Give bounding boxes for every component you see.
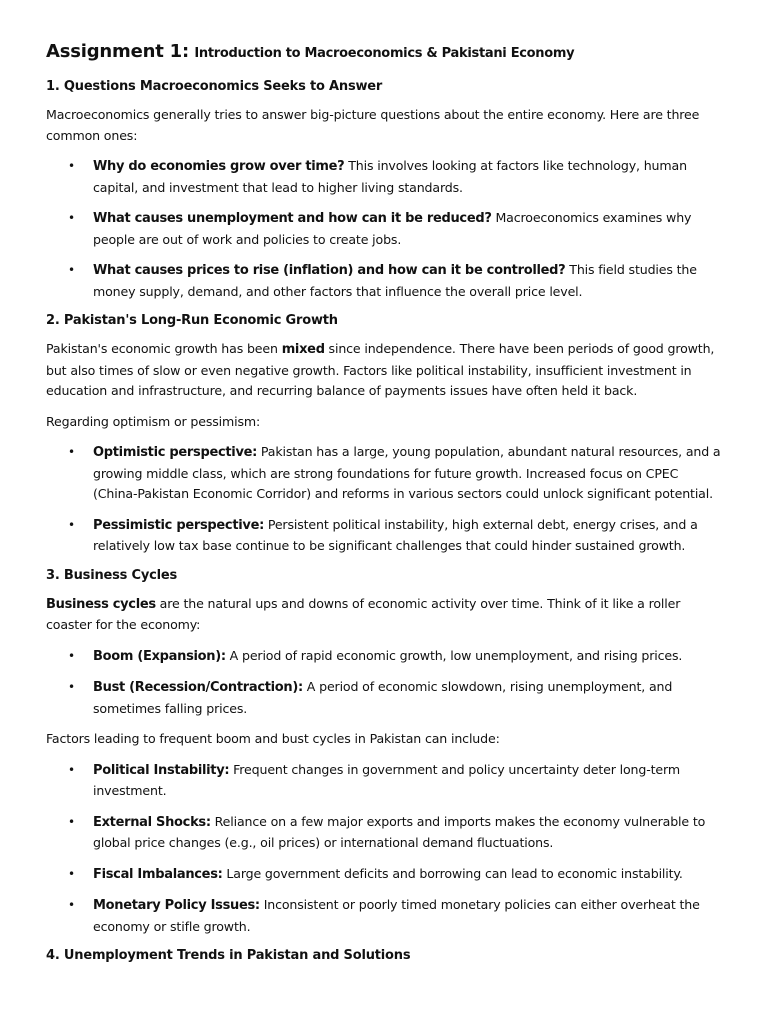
bullet-icon: • bbox=[68, 517, 75, 532]
section-4-heading: 4. Unemployment Trends in Pakistan and Solutions bbox=[46, 948, 411, 963]
item-text: Pakistan has a large, young population, abundant natural resources, and a growing middle class, which are strong foundations for future growth. Increased focus on CPEC (China-Pakistan Economic Corridor) and reforms in various sectors could unlock significant potential. bbox=[93, 444, 721, 501]
bullet-icon: • bbox=[68, 263, 75, 277]
list-item bbox=[46, 812, 722, 854]
para-text: are the natural ups and downs of economic activity over time. Think of it like a roller coaster for the economy: bbox=[46, 595, 681, 632]
bullet-icon: • bbox=[68, 814, 75, 829]
list-item bbox=[46, 677, 722, 719]
section-1-heading: 1. Questions Macroeconomics Seeks to Answer bbox=[46, 79, 383, 94]
item-text: A period of rapid economic growth, low unemployment, and rising prices. bbox=[225, 647, 683, 663]
item-lead: What causes unemployment and how can it be reduced? bbox=[93, 211, 492, 226]
item-lead: What causes prices to rise (inflation) and how can it be controlled? bbox=[93, 263, 566, 278]
list-item bbox=[46, 864, 722, 886]
section-2-list bbox=[46, 442, 722, 557]
item-lead: Pessimistic perspective: bbox=[93, 517, 264, 533]
list-item bbox=[46, 442, 722, 505]
section-2-paragraph bbox=[46, 339, 722, 402]
item-lead: Boom (Expansion): bbox=[93, 648, 226, 664]
list-item bbox=[46, 646, 722, 668]
para-bold-text: Business cycles bbox=[46, 596, 156, 612]
bullet-icon: • bbox=[68, 680, 75, 694]
list-item bbox=[46, 895, 722, 937]
bullet-icon: • bbox=[68, 211, 75, 225]
section-3-paragraph-2: Factors leading to frequent boom and bust cycles in Pakistan can include: bbox=[46, 731, 500, 746]
item-text: Large government deficits and borrowing can lead to economic instability. bbox=[222, 865, 683, 881]
title-subtitle: Introduction to Macroeconomics & Pakistani Economy bbox=[194, 46, 575, 61]
item-text: This involves looking at factors like technology, human capital, and investment that lead to higher living standards. bbox=[93, 158, 687, 195]
title-main: Assignment 1: bbox=[46, 41, 189, 62]
para-bold-text: mixed bbox=[281, 342, 325, 357]
bullet-icon: • bbox=[68, 445, 75, 459]
item-text: Persistent political instability, high external debt, energy crises, and a relatively low tax base continue to be significant challenges that could hinder sustained growth. bbox=[93, 516, 698, 553]
document-title bbox=[46, 40, 722, 66]
item-text: Reliance on a few major exports and imports makes the economy vulnerable to global price changes (e.g., oil prices) or international demand fluctuations. bbox=[93, 813, 706, 850]
section-3-paragraph bbox=[46, 594, 722, 636]
list-item bbox=[46, 156, 722, 198]
list-item bbox=[46, 515, 722, 557]
list-item bbox=[46, 260, 722, 302]
section-1-list bbox=[46, 156, 722, 302]
bullet-icon: • bbox=[68, 648, 75, 663]
list-item bbox=[46, 760, 722, 802]
item-text: Macroeconomics examines why people are out of work and policies to create jobs. bbox=[93, 210, 692, 247]
section-3-heading: 3. Business Cycles bbox=[46, 567, 178, 583]
para-text: since independence. There have been periods of good growth, but also times of slow or even negative growth. Factors like political instability, insufficient investment in education and infrastructure, and recurring balance of payments issues have often held it back. bbox=[46, 341, 715, 398]
list-item bbox=[46, 208, 722, 250]
bullet-icon: • bbox=[68, 898, 75, 912]
section-1-intro: Macroeconomics generally tries to answer big-picture questions about the entire economy. Here are three common ones: bbox=[46, 107, 700, 143]
section-3-list bbox=[46, 646, 722, 720]
section-2-heading: 2. Pakistan's Long-Run Economic Growth bbox=[46, 313, 338, 328]
item-lead: Monetary Policy Issues: bbox=[93, 898, 260, 913]
item-lead: Fiscal Imbalances: bbox=[93, 866, 223, 882]
bullet-icon: • bbox=[68, 762, 75, 777]
item-text: Frequent changes in government and policy uncertainty deter long-term investment. bbox=[93, 761, 680, 798]
item-lead: External Shocks: bbox=[93, 814, 211, 830]
para-text: Pakistan's economic growth has been bbox=[46, 341, 282, 356]
bullet-icon: • bbox=[68, 866, 75, 881]
item-lead: Optimistic perspective: bbox=[93, 445, 258, 460]
section-2-paragraph-2: Regarding optimism or pessimism: bbox=[46, 413, 261, 429]
item-lead: Why do economies grow over time? bbox=[93, 159, 345, 174]
item-text: This field studies the money supply, demand, and other factors that influence the overall price level. bbox=[93, 262, 697, 299]
item-lead: Political Instability: bbox=[93, 762, 230, 778]
item-text: A period of economic slowdown, rising unemployment, and sometimes falling prices. bbox=[93, 679, 673, 716]
bullet-icon: • bbox=[68, 159, 75, 173]
item-lead: Bust (Recession/Contraction): bbox=[93, 680, 303, 695]
section-3-factors-list bbox=[46, 760, 722, 938]
item-text: Inconsistent or poorly timed monetary policies can either overheat the economy or stifle growth. bbox=[93, 897, 700, 934]
